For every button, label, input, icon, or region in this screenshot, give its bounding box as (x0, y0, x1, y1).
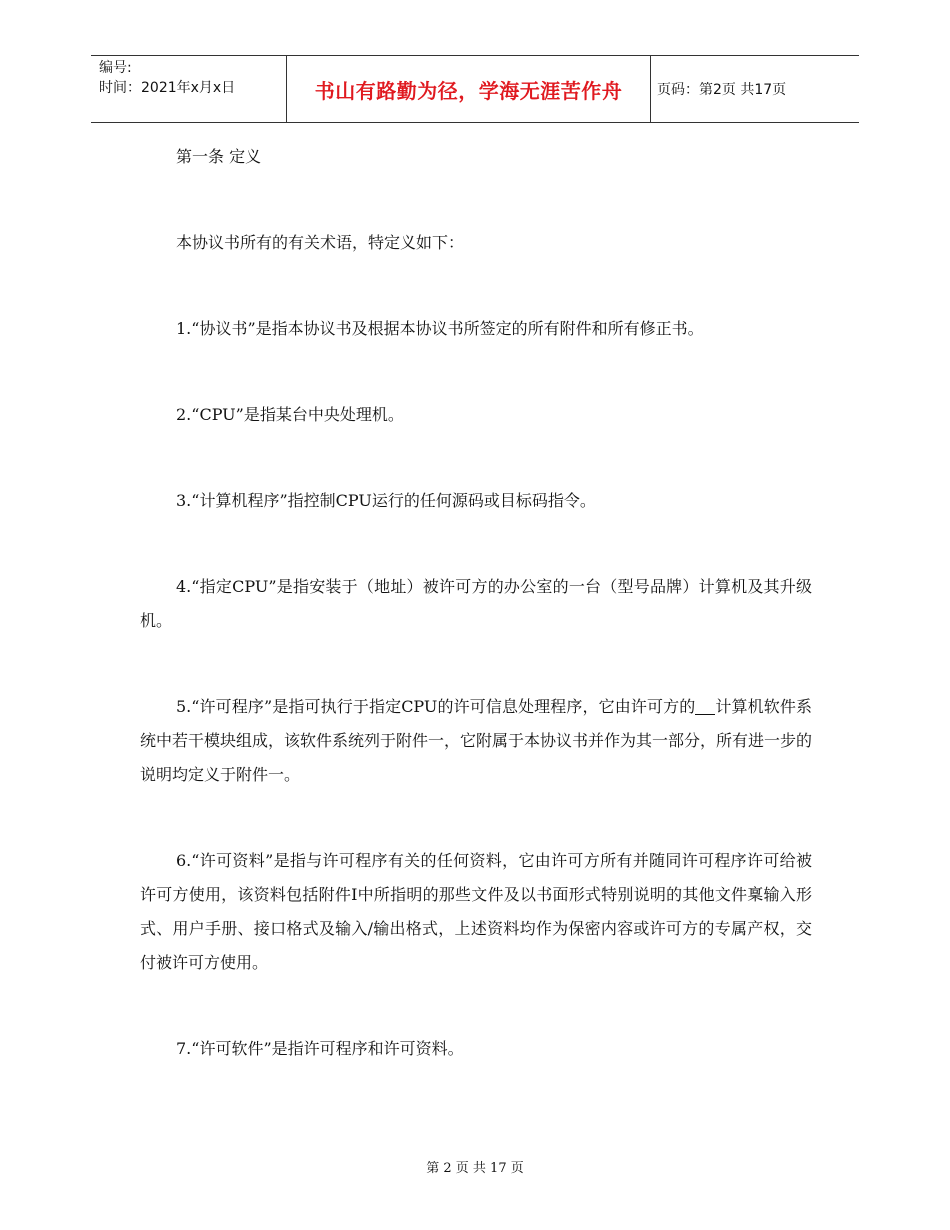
code-label: 编号: (99, 60, 132, 76)
document-body (140, 140, 812, 1118)
time-label: 时间：2021年x月x日 (99, 80, 236, 96)
page-number-label: 页码：第2页 共17页 (657, 82, 787, 98)
blank-underline (695, 698, 715, 715)
header-motto-cell (286, 56, 651, 122)
clause-4: 4.“指定CPU”是指安装于（地址）被许可方的办公室的一台（型号品牌）计算机及其升级机。 (140, 577, 812, 630)
header-meta (99, 58, 279, 98)
clause-3: 3.“计算机程序”指控制CPU运行的任何源码或目标码指令。 (176, 491, 596, 510)
clause-1: 1.“协议书”是指本协议书及根据本协议书所签定的所有附件和所有修正书。 (176, 319, 704, 338)
article-title: 第一条 定义 (176, 147, 262, 166)
intro-paragraph: 本协议书所有的有关术语，特定义如下： (176, 233, 465, 252)
clause-5 (140, 690, 812, 792)
clause-5-part-2: 计算机软件系统中若干模块组成，该软件系统列于附件一，它附属于本协议书并作为其一部分，所有进一步的说明均定义于附件一。 (140, 697, 813, 784)
clause-5-part-1: 5.“许可程序”是指可执行于指定CPU的许可信息处理程序，它由许可方的 (176, 697, 696, 716)
page-footer: 第 2 页 共 17 页 (426, 1161, 524, 1176)
motto-text: 书山有路勤为径，学海无涯苦作舟 (314, 78, 623, 103)
page-header (91, 55, 859, 123)
header-page-cell (657, 56, 786, 122)
clause-2: 2.“CPU”是指某台中央处理机。 (176, 405, 404, 424)
clause-7: 7.“许可软件”是指许可程序和许可资料。 (176, 1039, 464, 1058)
clause-6: 6.“许可资料”是指与许可程序有关的任何资料，它由许可方所有并随同许可程序许可给被许可方使用，该资料包括附件I中所指明的那些文件及以书面形式特别说明的其他文件稟输入形式、用户手册、接口格式及输入/输出格式，上述资料均作为保密内容或许可方的专属产权，交付被许可方使用。 (140, 851, 812, 972)
